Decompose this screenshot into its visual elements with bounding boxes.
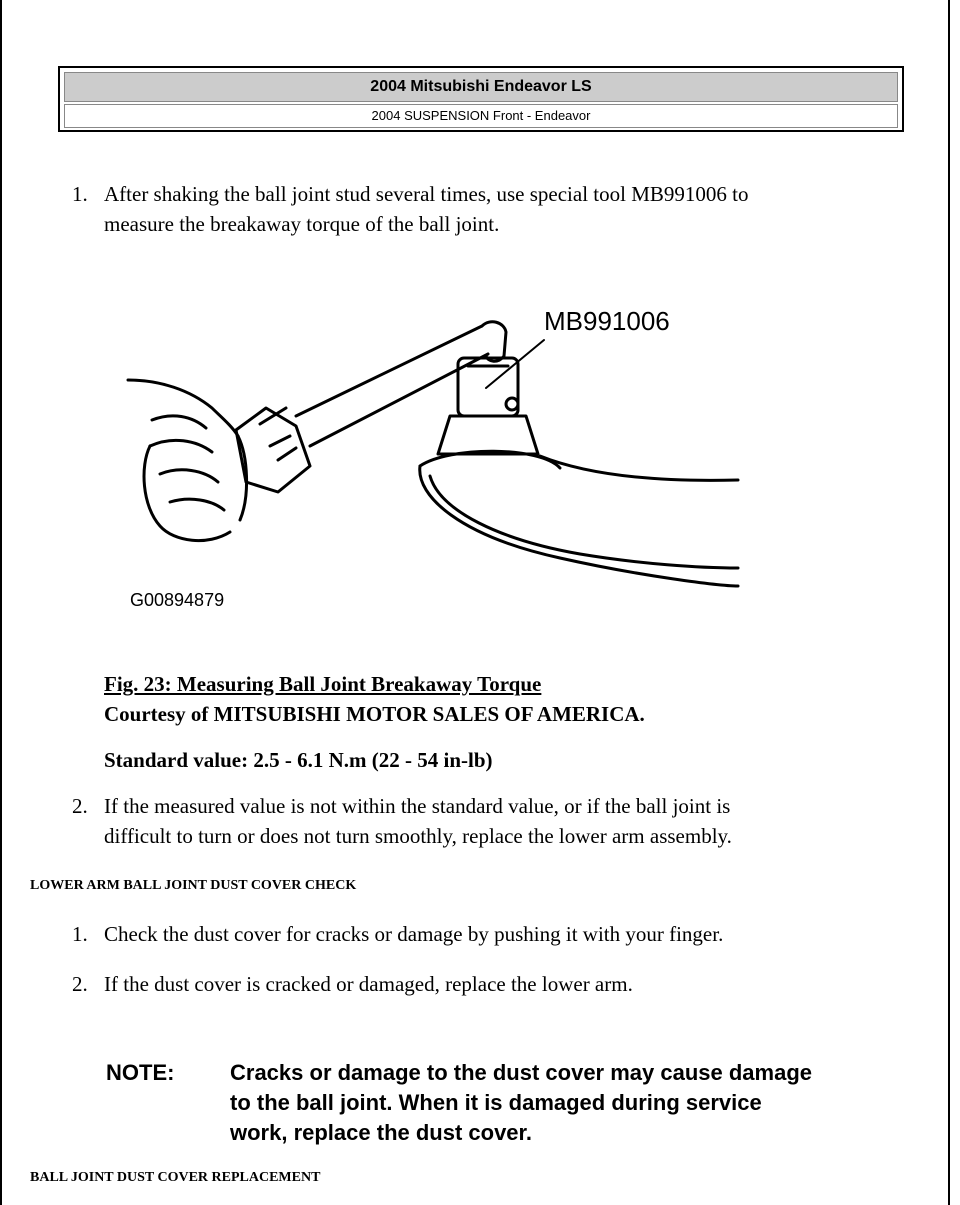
note-text [230,1058,910,1148]
step-number: 2. [72,794,88,818]
note-callout [106,1058,906,1158]
step-1-measure [72,180,932,240]
step-text-line-2: measure the breakaway torque of the ball joint. [104,212,500,236]
figure-title: Fig. 23: Measuring Ball Joint Breakaway Torque [104,672,542,696]
note-label: NOTE: [106,1060,175,1085]
header-subtitle: 2004 SUSPENSION Front - Endeavor [64,104,898,128]
figure-courtesy: Courtesy of MITSUBISHI MOTOR SALES OF AMERICA. [104,702,645,726]
step-number: 1. [72,922,88,946]
step-text-line-1: If the dust cover is cracked or damaged, replace the lower arm. [104,972,633,996]
page-border-left [0,0,2,1205]
section-heading-dust-cover-check: LOWER ARM BALL JOINT DUST COVER CHECK [30,878,357,893]
step-text-line-2: difficult to turn or does not turn smoothly, replace the lower arm assembly. [104,824,732,848]
step-number: 2. [72,972,88,996]
page-border-right [948,0,950,1205]
step-text-line-1: Check the dust cover for cracks or damage by pushing it with your finger. [104,922,724,946]
step-text-line-1: If the measured value is not within the standard value, or if the ball joint is [104,794,731,818]
document-header [58,66,904,132]
step-text-line-1: After shaking the ball joint stud several times, use special tool MB991006 to [104,182,749,206]
tool-callout-label: MB991006 [544,306,670,336]
standard-value: Standard value: 2.5 - 6.1 N.m (22 - 54 in-lb) [104,748,493,772]
step-replace-lower-arm [72,970,932,1000]
note-line-2: to the ball joint. When it is damaged during service [230,1090,762,1115]
step-number: 1. [72,182,88,206]
note-line-3: work, replace the dust cover. [230,1120,533,1145]
step-2-replace [72,792,932,852]
note-line-1: Cracks or damage to the dust cover may cause damage [230,1060,813,1085]
section-heading-dust-cover-replacement: BALL JOINT DUST COVER REPLACEMENT [30,1170,321,1185]
ball-joint-torque-illustration [120,296,740,616]
header-title: 2004 Mitsubishi Endeavor LS [64,72,898,102]
image-code-label: G00894879 [130,590,225,610]
step-check-dust-cover [72,920,932,950]
